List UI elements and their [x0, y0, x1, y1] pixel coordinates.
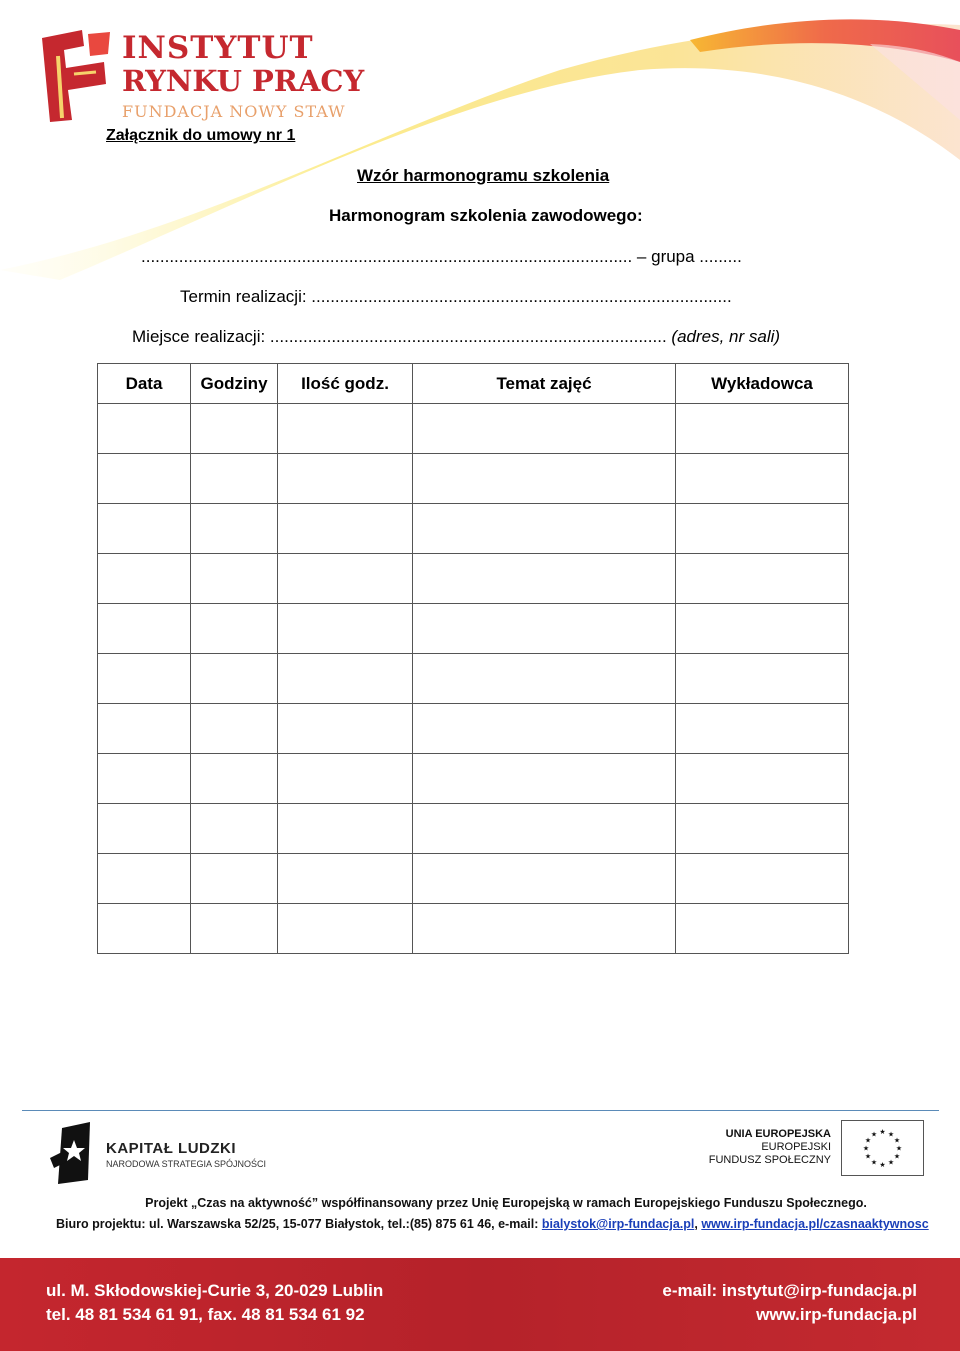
table-cell[interactable]: [191, 804, 278, 854]
table-cell[interactable]: [413, 654, 676, 704]
project-office-info: [56, 1217, 929, 1231]
svg-text:★: ★: [862, 1144, 870, 1153]
table-cell[interactable]: [278, 854, 413, 904]
table-cell[interactable]: [413, 454, 676, 504]
svg-text:★: ★: [870, 1130, 878, 1139]
table-cell[interactable]: [98, 404, 191, 454]
table-cell[interactable]: [278, 704, 413, 754]
table-row: [98, 904, 849, 954]
logo-line-2: RYNKU PRACY: [122, 64, 365, 98]
eu-line-2: EUROPEJSKI: [761, 1141, 831, 1153]
svg-text:★: ★: [879, 1161, 886, 1169]
logo-line-1: INSTYTUT: [122, 30, 314, 66]
svg-text:★: ★: [893, 1136, 901, 1145]
table-cell[interactable]: [191, 654, 278, 704]
eu-fund-label: [700, 1128, 831, 1167]
table-cell[interactable]: [278, 404, 413, 454]
svg-text:★: ★: [864, 1136, 872, 1145]
table-row: [98, 554, 849, 604]
svg-text:★: ★: [895, 1144, 903, 1153]
table-cell[interactable]: [278, 654, 413, 704]
table-cell[interactable]: [413, 404, 676, 454]
table-cell[interactable]: [278, 904, 413, 954]
table-cell[interactable]: [676, 904, 849, 954]
term-line: Termin realizacji: .........................................................................................: [180, 287, 732, 306]
table-cell[interactable]: [98, 704, 191, 754]
table-cell[interactable]: [413, 854, 676, 904]
document-title: Wzór harmonogramu szkolenia: [357, 166, 610, 185]
table-cell[interactable]: [413, 904, 676, 954]
table-cell[interactable]: [676, 404, 849, 454]
kapital-ludzki-subtitle: NARODOWA STRATEGIA SPÓJNOŚCI: [106, 1159, 267, 1169]
location-label: Miejsce realizacji: ....................................................................................: [132, 327, 672, 346]
schedule-table: [97, 363, 849, 954]
table-cell[interactable]: [278, 454, 413, 504]
table-cell[interactable]: [98, 654, 191, 704]
column-header-wykladowca: Wykładowca: [676, 364, 849, 404]
svg-text:★: ★: [879, 1128, 886, 1136]
table-cell[interactable]: [98, 604, 191, 654]
footer-divider: [22, 1110, 939, 1111]
table-cell[interactable]: [413, 504, 676, 554]
svg-text:★: ★: [887, 1130, 895, 1139]
table-cell[interactable]: [98, 554, 191, 604]
office-address: Biuro projektu: ul. Warszawska 52/25, 15-077 Białystok, tel.:(85) 875 61 46, e-mail:: [56, 1217, 542, 1231]
table-cell[interactable]: [191, 754, 278, 804]
eu-flag-icon: [841, 1120, 924, 1176]
table-cell[interactable]: [413, 554, 676, 604]
eu-line-1: UNIA EUROPEJSKA: [725, 1128, 831, 1140]
table-cell[interactable]: [676, 554, 849, 604]
project-funding-note: Projekt „Czas na aktywność” współfinansowany przez Unię Europejską w ramach Europejskiego Funduszu Społecznego.: [145, 1196, 867, 1210]
table-row: [98, 854, 849, 904]
svg-text:★: ★: [893, 1152, 901, 1161]
logo-line-3: FUNDACJA NOWY STAW: [122, 102, 346, 121]
table-cell[interactable]: [278, 804, 413, 854]
band-address: ul. M. Skłodowskiej-Curie 3, 20-029 Lublin: [46, 1281, 384, 1300]
table-cell[interactable]: [191, 554, 278, 604]
table-cell[interactable]: [191, 454, 278, 504]
table-cell[interactable]: [676, 854, 849, 904]
table-cell[interactable]: [98, 754, 191, 804]
table-cell[interactable]: [413, 604, 676, 654]
irp-logo: [34, 26, 374, 126]
table-header-row: [98, 364, 849, 404]
table-cell[interactable]: [98, 454, 191, 504]
column-header-godziny: Godziny: [191, 364, 278, 404]
table-cell[interactable]: [278, 554, 413, 604]
document-subtitle: Harmonogram szkolenia zawodowego:: [329, 206, 643, 225]
band-website: www.irp-fundacja.pl: [756, 1305, 917, 1324]
table-cell[interactable]: [676, 454, 849, 504]
table-cell[interactable]: [98, 904, 191, 954]
office-email-link[interactable]: bialystok@irp-fundacja.pl: [541, 1217, 695, 1231]
svg-text:★: ★: [864, 1152, 872, 1161]
column-header-temat: Temat zajęć: [413, 364, 676, 404]
table-cell[interactable]: [676, 604, 849, 654]
table-cell[interactable]: [98, 854, 191, 904]
svg-text:★: ★: [887, 1158, 895, 1167]
table-row: [98, 804, 849, 854]
table-cell[interactable]: [98, 504, 191, 554]
column-header-ilosc-godz: Ilość godz.: [278, 364, 413, 404]
table-cell[interactable]: [191, 704, 278, 754]
table-cell[interactable]: [278, 504, 413, 554]
table-cell[interactable]: [676, 804, 849, 854]
table-row: [98, 404, 849, 454]
kapital-ludzki-logo: [48, 1122, 267, 1186]
table-row: [98, 704, 849, 754]
table-body: [98, 404, 849, 954]
irp-logo-mark-icon: [34, 28, 114, 122]
kapital-ludzki-emblem-icon: [48, 1122, 98, 1186]
table-cell[interactable]: [98, 804, 191, 854]
kapital-ludzki-title: KAPITAŁ LUDZKI: [106, 1140, 237, 1157]
table-row: [98, 604, 849, 654]
table-row: [98, 454, 849, 504]
svg-text:★: ★: [870, 1158, 878, 1167]
table-cell[interactable]: [676, 504, 849, 554]
column-header-data: Data: [98, 364, 191, 404]
band-phone: tel. 48 81 534 61 91, fax. 48 81 534 61 92: [46, 1305, 365, 1324]
table-cell[interactable]: [676, 704, 849, 754]
location-note: (adres, nr sali): [671, 327, 781, 346]
table-cell[interactable]: [191, 504, 278, 554]
table-cell[interactable]: [413, 804, 676, 854]
eu-line-3: FUNDUSZ SPOŁECZNY: [708, 1154, 831, 1166]
annex-label: Załącznik do umowy nr 1: [106, 127, 296, 144]
table-cell[interactable]: [676, 754, 849, 804]
project-website-link[interactable]: www.irp-fundacja.pl/czasnaaktywnosc: [701, 1217, 929, 1231]
training-name-line: ........................................................................................................ – grupa .........: [141, 247, 742, 266]
link-separator: ,: [694, 1217, 702, 1231]
table-cell[interactable]: [191, 404, 278, 454]
table-cell[interactable]: [413, 754, 676, 804]
table-row: [98, 754, 849, 804]
table-row: [98, 654, 849, 704]
table-cell[interactable]: [413, 704, 676, 754]
table-cell[interactable]: [191, 604, 278, 654]
table-cell[interactable]: [676, 654, 849, 704]
table-row: [98, 504, 849, 554]
location-line: [132, 327, 780, 347]
table-cell[interactable]: [191, 854, 278, 904]
table-cell[interactable]: [278, 604, 413, 654]
table-cell[interactable]: [191, 904, 278, 954]
band-email: e-mail: instytut@irp-fundacja.pl: [662, 1281, 917, 1300]
table-cell[interactable]: [278, 754, 413, 804]
